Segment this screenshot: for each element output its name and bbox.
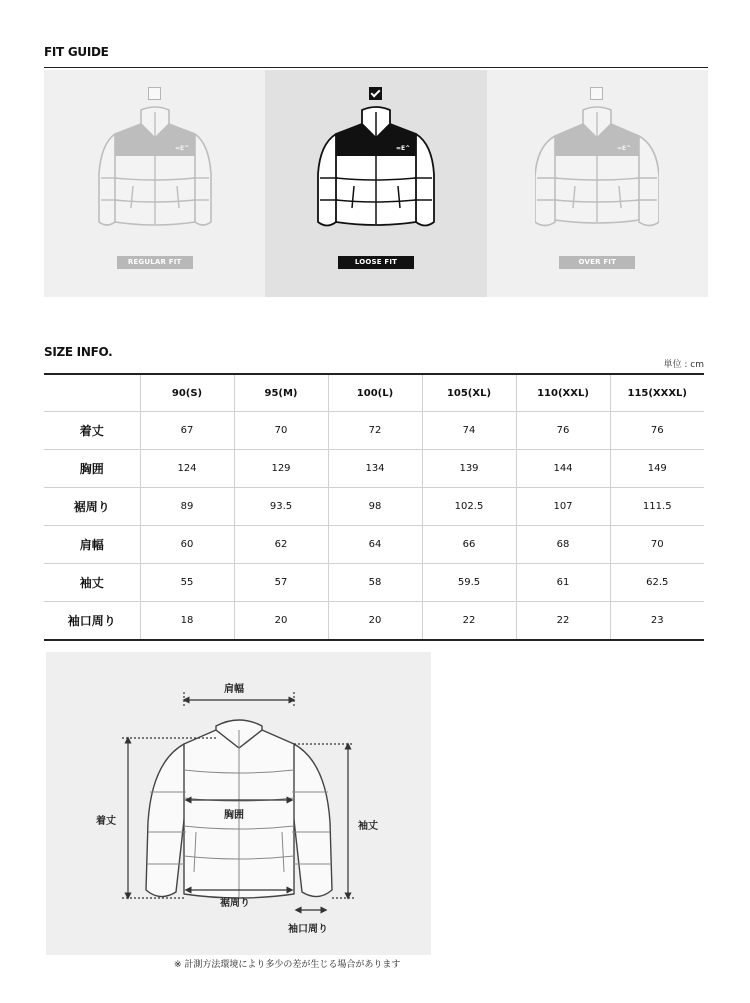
table-cell: 58 [328,564,422,602]
table-cell: 66 [422,526,516,564]
svg-text:=E^: =E^ [174,145,189,152]
table-cell: 55 [140,564,234,602]
table-cell: 111.5 [610,488,704,526]
table-cell: 139 [422,450,516,488]
table-cell: 107 [516,488,610,526]
table-cell: 22 [422,602,516,641]
size-header: 90(S) [140,374,234,412]
table-row [44,526,704,564]
fit-guide-panels [44,70,708,297]
table-cell: 74 [422,412,516,450]
over-fit-label: OVER FIT [559,256,635,269]
table-row [44,412,704,450]
table-cell: 76 [516,412,610,450]
table-row [44,602,704,641]
loose-fit-jacket-icon [314,104,438,230]
table-cell: 72 [328,412,422,450]
size-table-header-row [44,374,704,412]
table-cell: 102.5 [422,488,516,526]
table-cell: 89 [140,488,234,526]
table-cell: 93.5 [234,488,328,526]
fit-option-loose[interactable] [265,70,486,297]
table-cell: 59.5 [422,564,516,602]
table-cell: 64 [328,526,422,564]
diagram-chest-label: 胸囲 [224,810,244,821]
table-cell: 149 [610,450,704,488]
loose-fit-label: LOOSE FIT [338,256,414,269]
table-cell: 57 [234,564,328,602]
regular-fit-label: REGULAR FIT [117,256,193,269]
row-label: 着丈 [44,412,140,450]
size-header [44,374,140,412]
measurement-diagram [46,652,431,955]
row-label: 裾周り [44,488,140,526]
table-cell: 23 [610,602,704,641]
table-cell: 61 [516,564,610,602]
over-fit-checkbox[interactable] [590,87,603,100]
size-info-title: SIZE INFO. [44,345,113,359]
table-cell: 62 [234,526,328,564]
table-cell: 70 [610,526,704,564]
diagram-length-label: 着丈 [96,816,116,827]
table-cell: 20 [328,602,422,641]
table-cell: 18 [140,602,234,641]
row-label: 胸囲 [44,450,140,488]
size-header: 115(XXXL) [610,374,704,412]
diagram-sleeve-label: 袖丈 [358,821,378,832]
fit-option-regular[interactable] [44,70,265,297]
diagram-shoulder-label: 肩幅 [224,684,244,695]
table-cell: 22 [516,602,610,641]
size-header: 100(L) [328,374,422,412]
size-header: 110(XXL) [516,374,610,412]
table-cell: 60 [140,526,234,564]
diagram-cuff-label: 袖口周り [288,924,328,935]
size-header: 105(XL) [422,374,516,412]
unit-label: 単位 : cm [663,360,704,370]
row-label: 袖丈 [44,564,140,602]
regular-fit-jacket-icon [93,104,217,230]
table-cell: 70 [234,412,328,450]
jacket-measurement-icon [46,652,431,955]
table-row [44,450,704,488]
table-row [44,488,704,526]
fit-option-over[interactable] [487,70,708,297]
loose-fit-checkbox[interactable] [369,87,382,100]
svg-text:=E^: =E^ [617,145,632,152]
table-cell: 124 [140,450,234,488]
svg-text:=E^: =E^ [395,145,411,152]
table-cell: 62.5 [610,564,704,602]
over-fit-jacket-icon [535,104,659,230]
table-cell: 129 [234,450,328,488]
row-label: 肩幅 [44,526,140,564]
table-cell: 68 [516,526,610,564]
size-table [44,373,704,641]
row-label: 袖口周り [44,602,140,641]
table-cell: 76 [610,412,704,450]
diagram-hem-label: 裾周り [220,898,250,909]
regular-fit-checkbox[interactable] [148,87,161,100]
measurement-note: ※ 計測方法環境により多少の差が生じる場合があります [174,960,401,970]
size-header: 95(M) [234,374,328,412]
table-row [44,564,704,602]
fit-guide-title: FIT GUIDE [44,45,109,59]
table-cell: 134 [328,450,422,488]
table-cell: 98 [328,488,422,526]
fit-guide-divider [44,67,708,68]
table-cell: 20 [234,602,328,641]
table-cell: 67 [140,412,234,450]
table-cell: 144 [516,450,610,488]
